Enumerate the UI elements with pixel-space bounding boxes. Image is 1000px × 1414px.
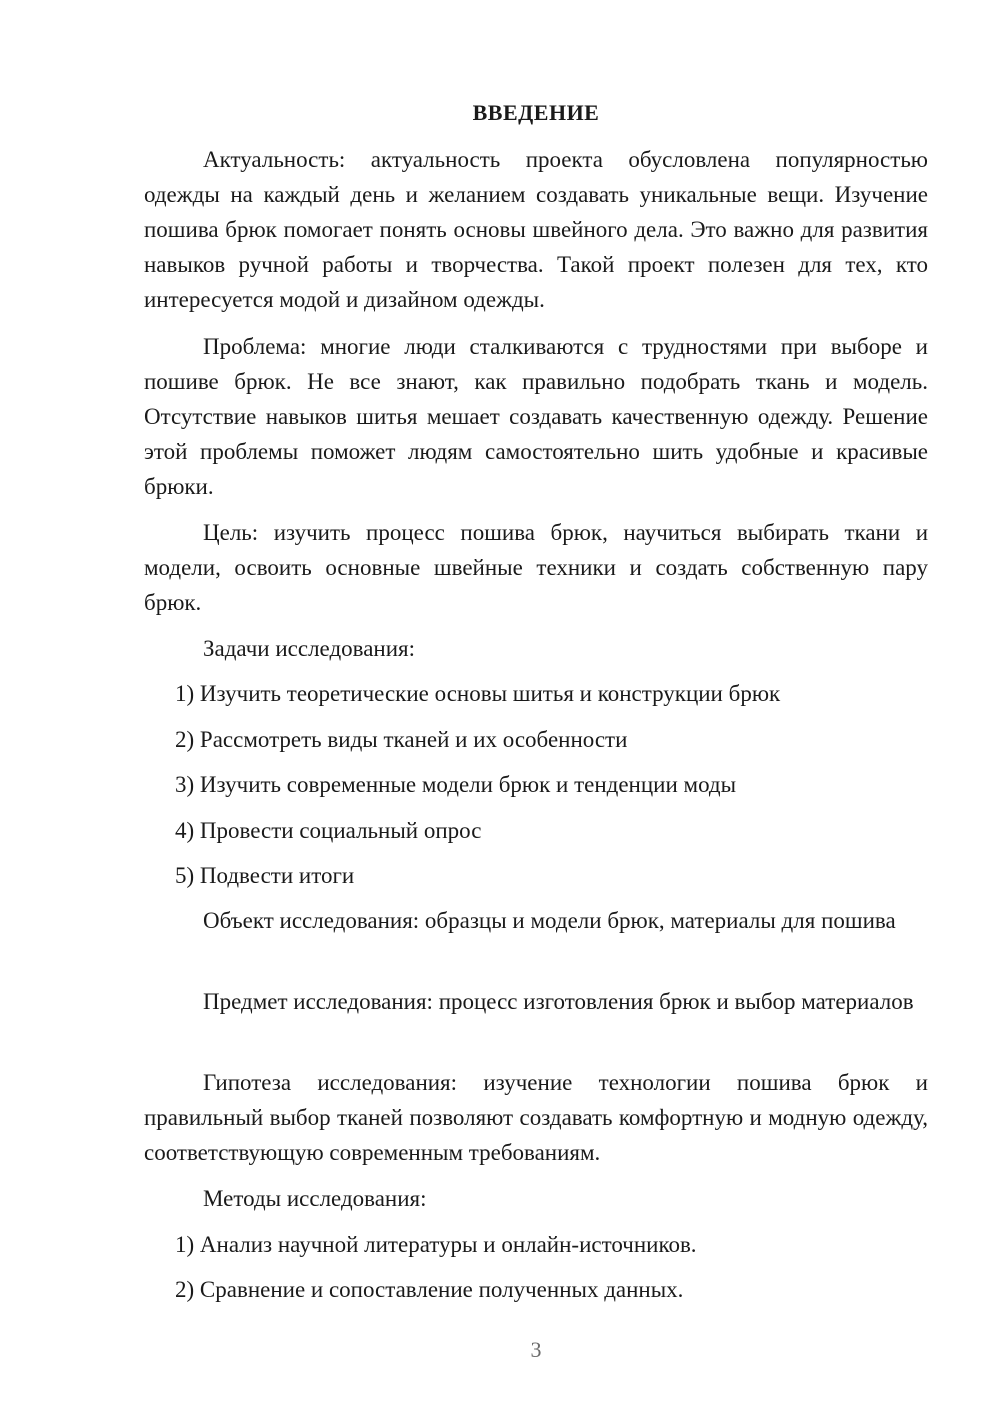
goal-paragraph: Цель: изучить процесс пошива брюк, научиться выбирать ткани и модели, освоить основные швейные техники и создать собственную пару брюк.	[144, 520, 928, 615]
subject-paragraph: Предмет исследования: процесс изготовления брюк и выбор материалов	[203, 989, 914, 1014]
hypothesis-paragraph: Гипотеза исследования: изучение технологии пошива брюк и правильный выбор тканей позволяют создавать комфортную и модную одежду, соответствующую современным требованиям.	[144, 1070, 928, 1165]
method-item: 1) Анализ научной литературы и онлайн-источников.	[175, 1232, 697, 1257]
tasks-heading: Задачи исследования:	[203, 636, 416, 661]
task-item: 5) Подвести итоги	[175, 863, 355, 888]
page-number: 3	[530, 1337, 542, 1362]
task-item: 3) Изучить современные модели брюк и тенденции моды	[175, 772, 737, 797]
relevance-paragraph: Актуальность: актуальность проекта обусловлена популярностью одежды на каждый день и желанием создавать уникальные вещи. Изучение пошива брюк помогает понять основы швейного дела. Это важно для развития навыков ручной работы и творчества. Такой проект полезен для тех, кто интересуется модой и дизайном одежды.	[144, 147, 928, 312]
methods-heading: Методы исследования:	[203, 1186, 427, 1211]
task-item: 2) Рассмотреть виды тканей и их особенности	[175, 727, 628, 752]
object-paragraph: Объект исследования: образцы и модели брюк, материалы для пошива	[203, 908, 896, 933]
task-item: 4) Провести социальный опрос	[175, 818, 482, 843]
task-item: 1) Изучить теоретические основы шитья и конструкции брюк	[175, 681, 781, 706]
method-item: 2) Сравнение и сопоставление полученных данных.	[175, 1277, 684, 1302]
problem-paragraph: Проблема: многие люди сталкиваются с трудностями при выборе и пошиве брюк. Не все знают, как правильно подобрать ткань и модель. Отсутствие навыков шитья мешает создавать качественную одежду. Решение этой проблемы поможет людям самостоятельно шить удобные и красивые брюки.	[144, 334, 928, 499]
page-title: ВВЕДЕНИЕ	[472, 100, 600, 125]
